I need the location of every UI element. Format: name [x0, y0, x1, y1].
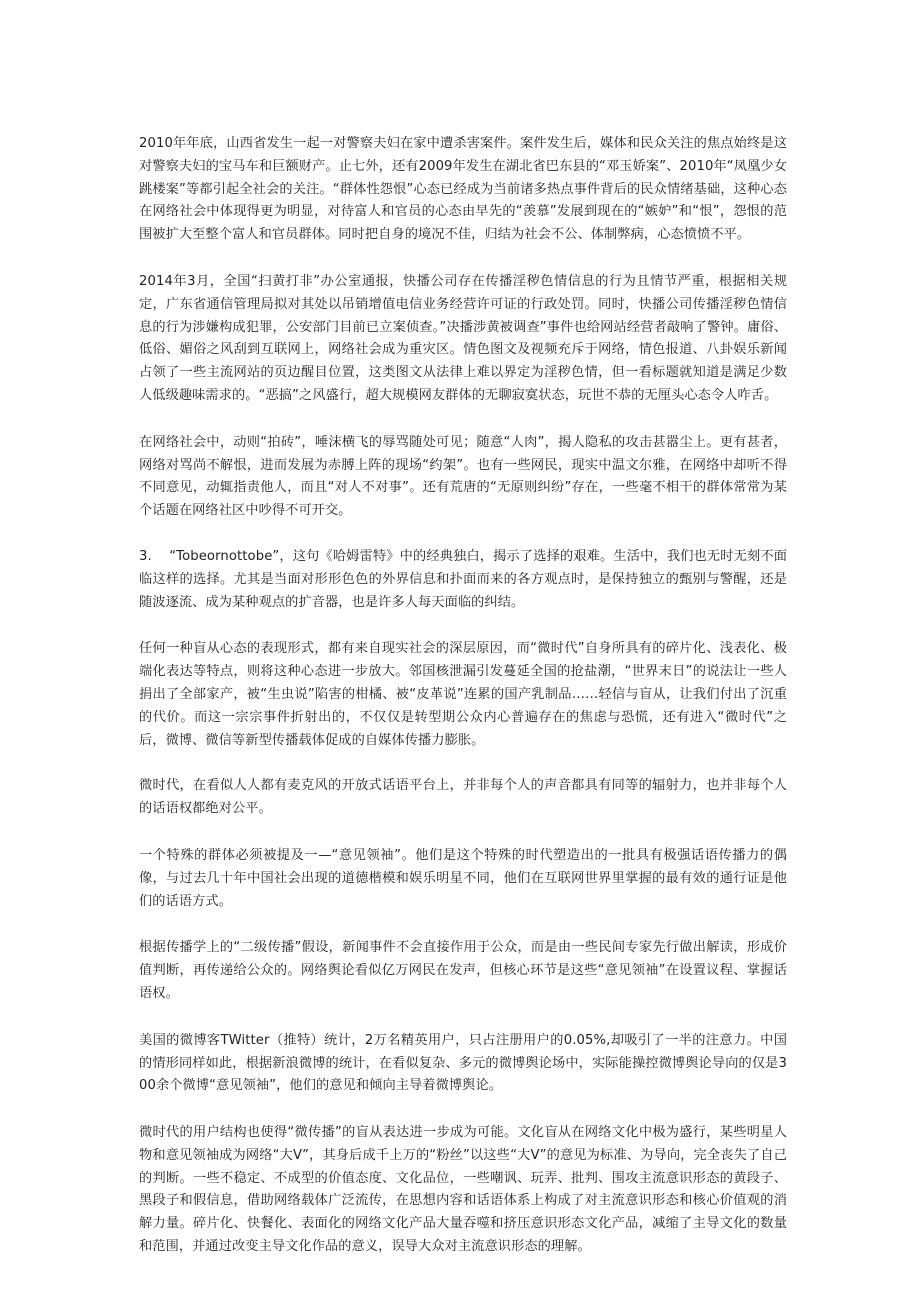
paragraph-9: 美国的微博客TWitter（推特）统计，2万名精英用户，只占注册用户的0.05%,却吸引了一半的注意力。中国的情形同样如此，根据新浪微博的统计，在看似复杂、多元的微博舆论场中，实际能操控微博舆论导向的仅是300余个微博“意见领袖”，他们的意见和倾向主导着微博舆论。 [139, 1032, 787, 1094]
document-body [139, 133, 787, 1283]
paragraph-5: 任何一种盲从心态的表现形式，都有来自现实社会的深层原因，而“微时代”自身所具有的碎片化、浅表化、极端化表达等特点，则将这种心态进一步放大。邻国核泄漏引发蔓延全国的抢盐潮，“世界末日”的说法让一些人捐出了全部家产，被“生虫说”陷害的柑橘、被“皮革说”连累的国产乳制品……轻信与盲从，让我们付出了沉重的代价。而这一宗宗事件折射出的，不仅仅是转型期公众内心普遍存在的焦虑与恐慌，还有进入“微时代”之后，微博、微信等新型传播载体促成的自媒体传播力膨胀。 [139, 641, 787, 748]
paragraph-3: 在网络社会中，动则“拍砖”，唾沫横飞的辱骂随处可见；随意“人肉”，揭人隐私的攻击甚嚣尘上。更有甚者，网络对骂尚不解恨，进而发展为赤膊上阵的现场“约架”。也有一些网民，现实中温文尔雅，在网络中却听不得不同意见，动辄指责他人，而且“对人不对事”。还有荒唐的“无原则纠纷”存在，一些毫不相干的群体常常为某个话题在网络社区中吵得不可开交。 [139, 434, 787, 519]
paragraph-2: 2014年3月，全国“扫黄打非”办公室通报，快播公司存在传播淫秽色情信息的行为且情节严重，根据相关规定，广东省通信管理局拟对其处以吊销增值电信业务经营许可证的行政处罚。同时，快播公司传播淫秽色情信息的行为涉嫌构成犯罪，公安部门目前已立案侦查。”决播涉黄被调查”事件也给网站经营者敲响了警钟。庸俗、低俗、媚俗之风刮到互联网上，网络社会成为重灾区。情色图文及视频充斥于网络，情色报道、八卦娱乐新闻占领了一些主流网站的页边醒目位置，这类图文从法律上难以界定为淫秽色情，但一看标题就知道是满足少数人低级趣味需求的。“恶搞”之风盛行，超大规模网友群体的无聊寂寞状态，玩世不恭的无厘头心态令人咋舌。 [139, 273, 787, 403]
paragraph-6: 微时代，在看似人人都有麦克风的开放式话语平台上，并非每个人的声音都具有同等的辐射力，也并非每个人的话语权都绝对公平。 [139, 778, 787, 817]
paragraph-1: 2010年年底，山西省发生一起一对警察夫妇在家中遭杀害案件。案件发生后，媒体和民众关注的焦点始终是这对警察夫妇的宝马车和巨额财产。止七外，还有2009年发生在湖北省巴东县的“邓玉娇案”、2010年“凤凰少女跳楼案”等都引起全社会的关注。“群体性怨恨”心态已经成为当前诸多热点事件背后的民众情绪基础，这种心态在网络社会中体现得更为明显，对待富人和官员的心态由早先的“羡慕”发展到现在的“嫉妒”和“恨”，怨恨的范围被扩大至整个富人和官员群体。同时把自身的境况不佳，归结为社会不公、体制弊病，心态愤愤不平。 [139, 136, 787, 243]
paragraph-7: 一个特殊的群体必须被提及一—“意见领袖”。他们是这个特殊的时代塑造出的一批具有极强话语传播力的偶像，与过去几十年中国社会出现的道德楷模和娱乐明星不同，他们在互联网世界里掌握的最有效的通行证是他们的话语方式。 [139, 847, 787, 909]
paragraph-8: 根据传播学上的“二级传播”假设，新闻事件不会直接作用于公众，而是由一些民间专家先行做出解读，形成价值判断，再传递给公众的。网络舆论看似亿万网民在发声，但核心环节是这些“意见领袖”在设置议程、掌握话语权。 [139, 940, 787, 1001]
paragraph-4: 3. “Tobeornottobe”，这句《哈姆雷特》中的经典独白，揭示了选择的艰难。生活中，我们也无时无刻不面临这样的选择。尤其是当面对形形色色的外界信息和扑面而来的各方观点时，是保持独立的甄别与警醒，还是随波逐流、成为某种观点的扩音器，也是许多人每天面临的纠结。 [139, 548, 787, 610]
paragraph-10: 微时代的用户结构也使得“微传播”的盲从表达进一步成为可能。文化盲从在网络文化中极为盛行，某些明星人物和意见领袖成为网络“大V”，其身后成千上万的“粉丝”以这些“大V”的意见为标准、为导向，完全丧失了自己的判断。一些不稳定、不成型的价值态度、文化品位，一些嘲讽、玩弄、批判、围攻主流意识形态的黄段子、黑段子和假信息，借助网络载体广泛流传，在思想内容和话语体系上构成了对主流意识形态和核心价值观的消解力量。碎片化、快餐化、表面化的网络文化产品大量吞噬和挤压意识形态文化产品，减缩了主导文化的数量和范围，并通过改变主导文化作品的意义，误导大众对主流意识形态的理解。 [139, 1125, 787, 1255]
